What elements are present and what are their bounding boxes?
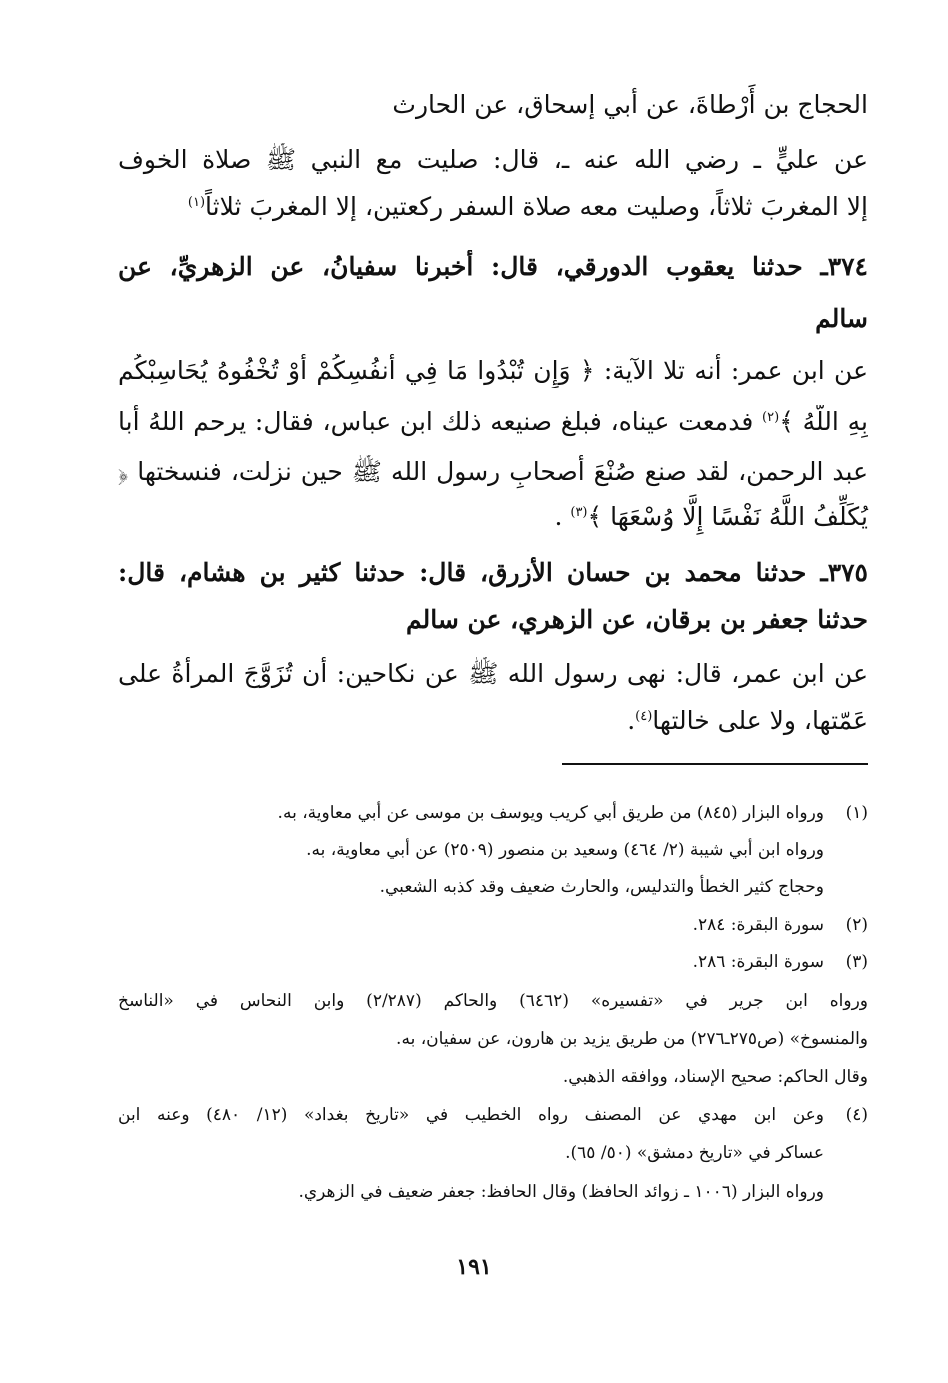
footnote-line: والمنسوخ» (ص٢٧٥ـ٢٧٦) من طريق يزيد بن هارون، عن سفيان، به. — [396, 1029, 868, 1049]
footnote-marker: (٢) — [845, 915, 868, 935]
hadith-374-heading: ٣٧٤ـ حدثنا يعقوب الدورقي، قال: أخبرنا سفيانُ، عن الزهريِّ، عن — [118, 252, 868, 281]
footnote-line: سورة البقرة: ٢٨٦. — [692, 952, 824, 972]
footnote-separator — [562, 763, 868, 765]
footnote-line: وقال الحاكم: صحيح الإسناد، ووافقه الذهبي. — [562, 1067, 868, 1087]
footnote-line: ورواه البزار (٨٤٥) من طريق أبي كريب ويوسف بن موسى عن أبي معاوية، به. — [277, 803, 824, 823]
page-number: ١٩١ — [456, 1254, 492, 1280]
text-line-isnad: سالم — [815, 304, 868, 333]
text-line: عن عليٍّ ـ رضي الله عنه ـ، قال: صليت مع النبي ﷺ صلاة الخوف — [118, 145, 868, 174]
footnote-ref: (١) — [187, 195, 206, 210]
footnote-line: ورواه ابن جرير في «تفسيره» (٦٤٦٢) والحاكم (٢/٢٨٧) وابن النحاس في «الناسخ — [118, 991, 868, 1011]
text-line: بِهِ اللَّهُ ﴾$^{(٢)}$ فدمعت عيناه، فبلغ صنيعه ذلك ابن عباس، فقال: يرحم اللهُ أبا — [118, 407, 868, 436]
footnote-ref: (٢) — [762, 410, 780, 425]
footnote-line: وحجاج كثير الخطأ والتدليس، والحارث ضعيف وقد كذبه الشعبي. — [379, 877, 824, 897]
footnote-ref: (٤) — [635, 709, 653, 724]
text-line-isnad: الحجاج بن أَرْطاةَ، عن أبي إسحاق، عن الحارث — [392, 90, 868, 119]
footnote-line: وعن ابن مهدي عن المصنف رواه الخطيب في «تاريخ بغداد» (١٢/ ٤٨٠) وعنه ابن — [118, 1105, 824, 1125]
footnote-line: سورة البقرة: ٢٨٤. — [692, 915, 824, 935]
footnote-ref: (٣) — [570, 505, 588, 520]
text-line: عن ابن عمر، قال: نهى رسول الله ﷺ عن نكاحين: أن تُزَوَّجَ المرأةُ على — [118, 659, 868, 688]
text-line: عَمّتها، ولا على خالتها$^{(٤)}$. — [627, 706, 868, 735]
text-line: إلا المغربَ ثلاثاً، وصليت معه صلاة السفر ركعتين، إلا المغربَ ثلاثاً$^{(١)}$ — [187, 192, 868, 221]
footnote-line: ورواه ابن أبي شيبة (٢/ ٤٦٤) وسعيد بن منصور (٢٥٠٩) عن أبي معاوية، به. — [306, 840, 824, 860]
footnote-marker: (٣) — [845, 952, 868, 972]
footnote-marker: (٤) — [845, 1105, 868, 1125]
footnote-marker: (١) — [845, 803, 868, 823]
text-line-quran: عن ابن عمر: أنه تلا الآية: ﴿ وَإِن تُبْدُوا مَا فِي أَنفُسِكُمْ أَوْ تُخْفُوهُ يُحَاسِبْكُم — [118, 356, 868, 385]
footnote-line: ورواه البزار (١٠٠٦ ـ زوائد الحافظ) وقال الحافظ: جعفر ضعيف في الزهري. — [298, 1182, 824, 1202]
text-line-quran: يُكَلِّفُ اللَّهُ نَفْسًا إِلَّا وُسْعَهَا ﴾$^{(٣)}$ . — [554, 502, 868, 531]
text-line: عبد الرحمن، لقد صنع صُنْعَ أصحابِ رسول الله ﷺ حين نزلت، فنسختها ﴿ — [118, 457, 868, 486]
text-line-isnad: حدثنا جعفر بن برقان، عن الزهري، عن سالم — [406, 605, 868, 634]
footnote-line: عساكر في «تاريخ دمشق» (٥٠/ ٦٥). — [565, 1143, 824, 1163]
hadith-375-heading: ٣٧٥ـ حدثنا محمد بن حسان الأزرق، قال: حدثنا كثير بن هشام، قال: — [118, 558, 868, 587]
